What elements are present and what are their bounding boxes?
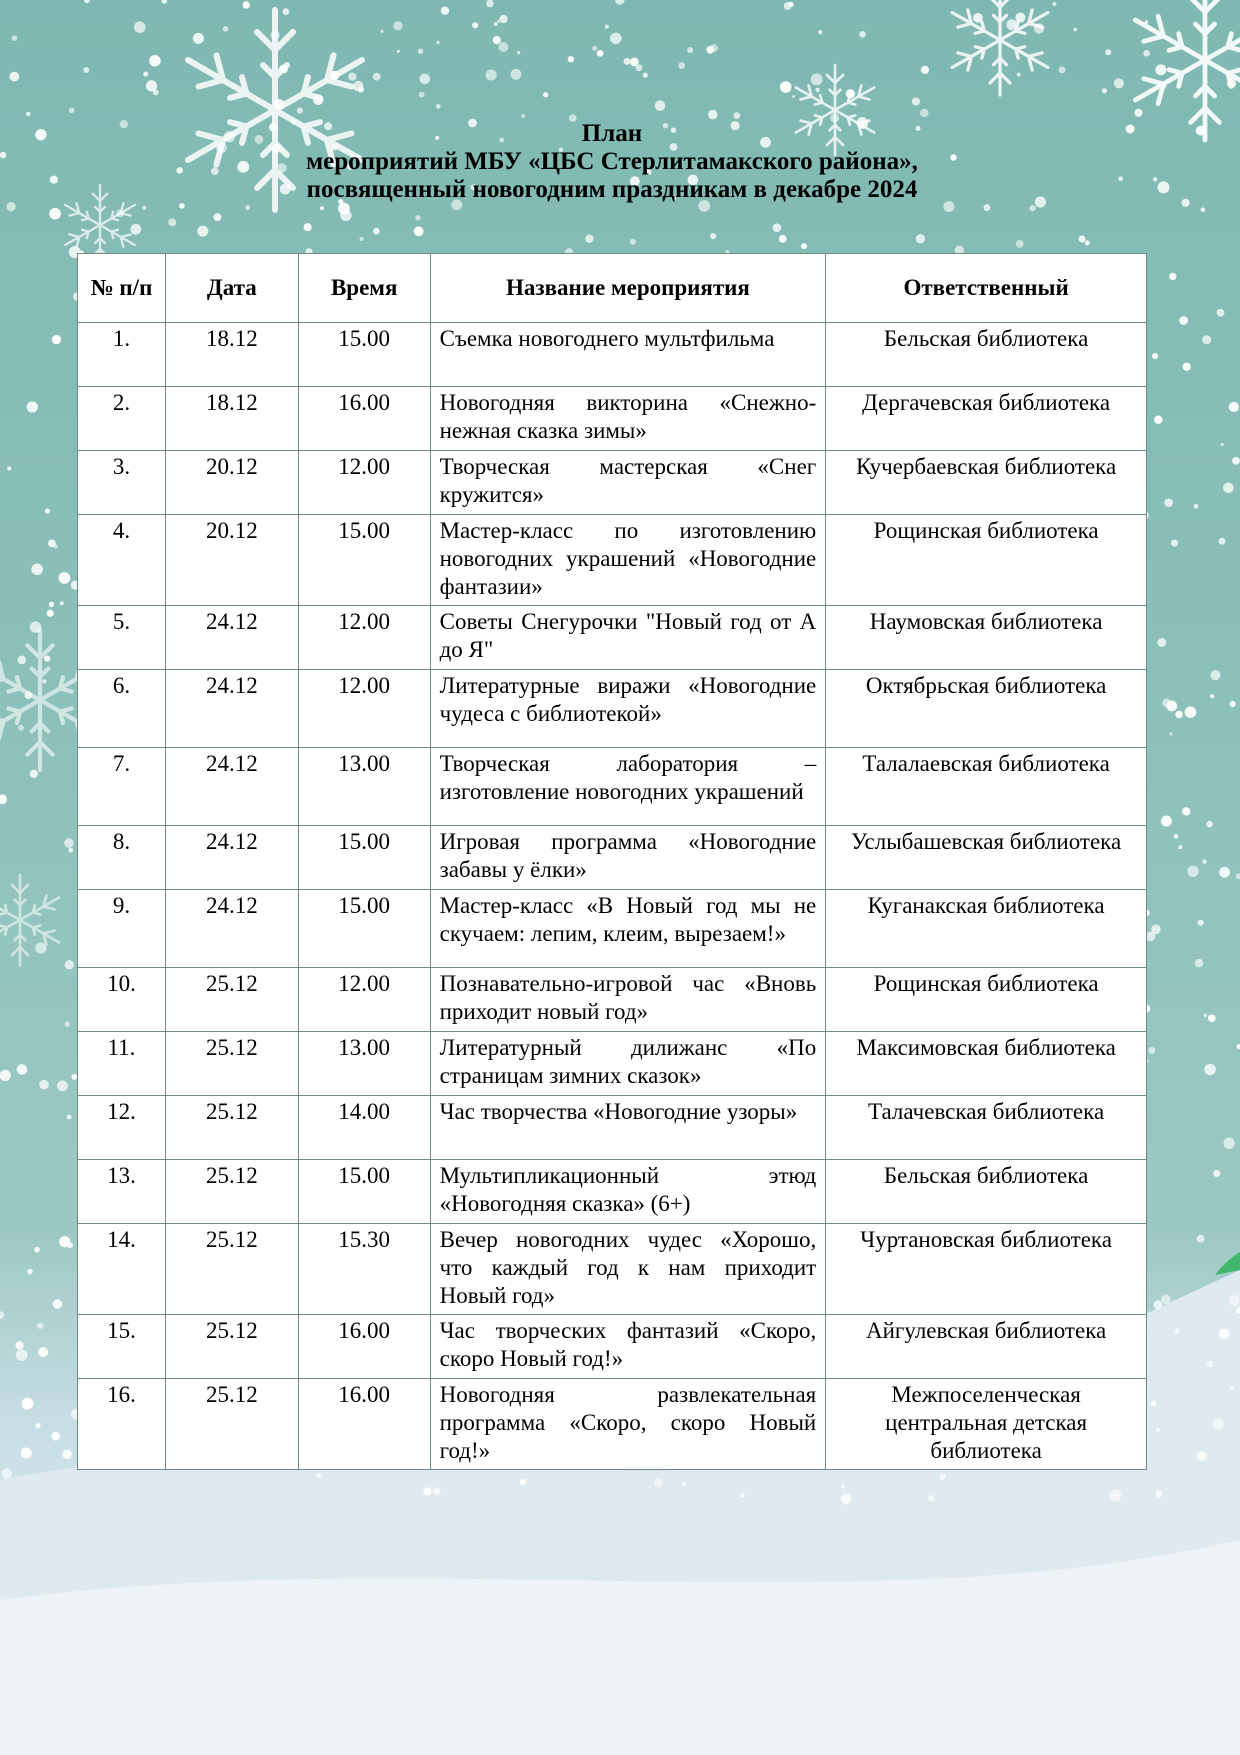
event-date: 24.12 [165, 748, 298, 826]
event-name: Мастер-класс по изготовлению новогодних украшений «Новогодние фантазии» [430, 515, 826, 606]
table-row [78, 606, 1147, 670]
responsible-library: Межпоселенческая центральная детская библиотека [826, 1379, 1147, 1470]
row-number: 11. [78, 1032, 166, 1096]
responsible-library: Услыбашевская библиотека [826, 826, 1147, 890]
title-line-1: План [581, 120, 643, 147]
event-name: Час творческих фантазий «Скоро, скоро Новый год!» [430, 1315, 826, 1379]
responsible-library: Талачевская библиотека [826, 1096, 1147, 1160]
row-number: 3. [78, 451, 166, 515]
event-name: Час творчества «Новогодние узоры» [430, 1096, 826, 1160]
event-name: Вечер новогодних чудес «Хорошо, что каждый год к нам приходит Новый год» [430, 1224, 826, 1315]
responsible-library: Рощинская библиотека [826, 515, 1147, 606]
event-date: 25.12 [165, 1315, 298, 1379]
event-date: 18.12 [165, 323, 298, 387]
event-name: Литературный дилижанс «По страницам зимних сказок» [430, 1032, 826, 1096]
row-number: 14. [78, 1224, 166, 1315]
title-line-2: мероприятий МБУ «ЦБС Стерлитамакского района», [306, 148, 918, 175]
responsible-library: Максимовская библиотека [826, 1032, 1147, 1096]
responsible-library: Наумовская библиотека [826, 606, 1147, 670]
table-row [78, 670, 1147, 748]
event-time: 15.00 [298, 890, 430, 968]
responsible-library: Бельская библиотека [826, 323, 1147, 387]
table-row [78, 515, 1147, 606]
event-date: 24.12 [165, 670, 298, 748]
table-row [78, 451, 1147, 515]
row-number: 16. [78, 1379, 166, 1470]
row-number: 1. [78, 323, 166, 387]
event-date: 25.12 [165, 1224, 298, 1315]
event-date: 24.12 [165, 606, 298, 670]
event-time: 12.00 [298, 606, 430, 670]
row-number: 10. [78, 968, 166, 1032]
event-time: 14.00 [298, 1096, 430, 1160]
header-event-name: Название мероприятия [430, 254, 826, 323]
row-number: 9. [78, 890, 166, 968]
header-number: № п/п [78, 254, 166, 323]
event-time: 16.00 [298, 1379, 430, 1470]
event-date: 20.12 [165, 451, 298, 515]
event-time: 16.00 [298, 387, 430, 451]
responsible-library: Чуртановская библиотека [826, 1224, 1147, 1315]
title-line-3: посвященный новогодним праздникам в декабре 2024 [306, 176, 918, 203]
row-number: 13. [78, 1160, 166, 1224]
event-time: 13.00 [298, 1032, 430, 1096]
document-title [77, 120, 1147, 204]
event-time: 15.00 [298, 323, 430, 387]
row-number: 7. [78, 748, 166, 826]
responsible-library: Талалаевская библиотека [826, 748, 1147, 826]
event-name: Мастер-класс «В Новый год мы не скучаем: лепим, клеим, вырезаем!» [430, 890, 826, 968]
event-time: 12.00 [298, 968, 430, 1032]
event-date: 18.12 [165, 387, 298, 451]
row-number: 8. [78, 826, 166, 890]
event-name: Познавательно-игровой час «Вновь приходит новый год» [430, 968, 826, 1032]
event-name: Творческая мастерская «Снег кружится» [430, 451, 826, 515]
responsible-library: Рощинская библиотека [826, 968, 1147, 1032]
table-row [78, 890, 1147, 968]
responsible-library: Айгулевская библиотека [826, 1315, 1147, 1379]
header-time: Время [298, 254, 430, 323]
header-responsible: Ответственный [826, 254, 1147, 323]
table-row [78, 826, 1147, 890]
row-number: 5. [78, 606, 166, 670]
table-row [78, 1032, 1147, 1096]
event-name: Новогодняя развлекательная программа «Скоро, скоро Новый год!» [430, 1379, 826, 1470]
event-time: 12.00 [298, 451, 430, 515]
event-time: 13.00 [298, 748, 430, 826]
event-name: Литературные виражи «Новогодние чудеса с библиотекой» [430, 670, 826, 748]
event-date: 25.12 [165, 1032, 298, 1096]
table-body [78, 323, 1147, 1470]
event-date: 20.12 [165, 515, 298, 606]
event-time: 15.00 [298, 826, 430, 890]
event-date: 25.12 [165, 1379, 298, 1470]
event-name: Съемка новогоднего мультфильма [430, 323, 826, 387]
responsible-library: Кучербаевская библиотека [826, 451, 1147, 515]
event-time: 12.00 [298, 670, 430, 748]
table-row [78, 968, 1147, 1032]
event-date: 25.12 [165, 1096, 298, 1160]
responsible-library: Октябрьская библиотека [826, 670, 1147, 748]
event-time: 15.00 [298, 515, 430, 606]
responsible-library: Дергачевская библиотека [826, 387, 1147, 451]
event-name: Творческая лаборатория – изготовление новогодних украшений [430, 748, 826, 826]
row-number: 15. [78, 1315, 166, 1379]
event-time: 15.00 [298, 1160, 430, 1224]
table-row [78, 748, 1147, 826]
responsible-library: Куганакская библиотека [826, 890, 1147, 968]
event-name: Советы Снегурочки "Новый год от А до Я" [430, 606, 826, 670]
event-name: Мультипликационный этюд «Новогодняя сказка» (6+) [430, 1160, 826, 1224]
event-date: 24.12 [165, 826, 298, 890]
events-table [77, 253, 1147, 1470]
table-row [78, 1096, 1147, 1160]
table-row [78, 387, 1147, 451]
event-time: 16.00 [298, 1315, 430, 1379]
row-number: 12. [78, 1096, 166, 1160]
table-row [78, 1315, 1147, 1379]
event-date: 25.12 [165, 1160, 298, 1224]
table-row [78, 1160, 1147, 1224]
header-date: Дата [165, 254, 298, 323]
table-row [78, 323, 1147, 387]
event-date: 25.12 [165, 968, 298, 1032]
event-date: 24.12 [165, 890, 298, 968]
table-header-row [78, 254, 1147, 323]
row-number: 6. [78, 670, 166, 748]
table-row [78, 1379, 1147, 1470]
event-name: Игровая программа «Новогодние забавы у ёлки» [430, 826, 826, 890]
event-name: Новогодняя викторина «Снежно-нежная сказка зимы» [430, 387, 826, 451]
row-number: 2. [78, 387, 166, 451]
responsible-library: Бельская библиотека [826, 1160, 1147, 1224]
row-number: 4. [78, 515, 166, 606]
table-row [78, 1224, 1147, 1315]
event-time: 15.30 [298, 1224, 430, 1315]
